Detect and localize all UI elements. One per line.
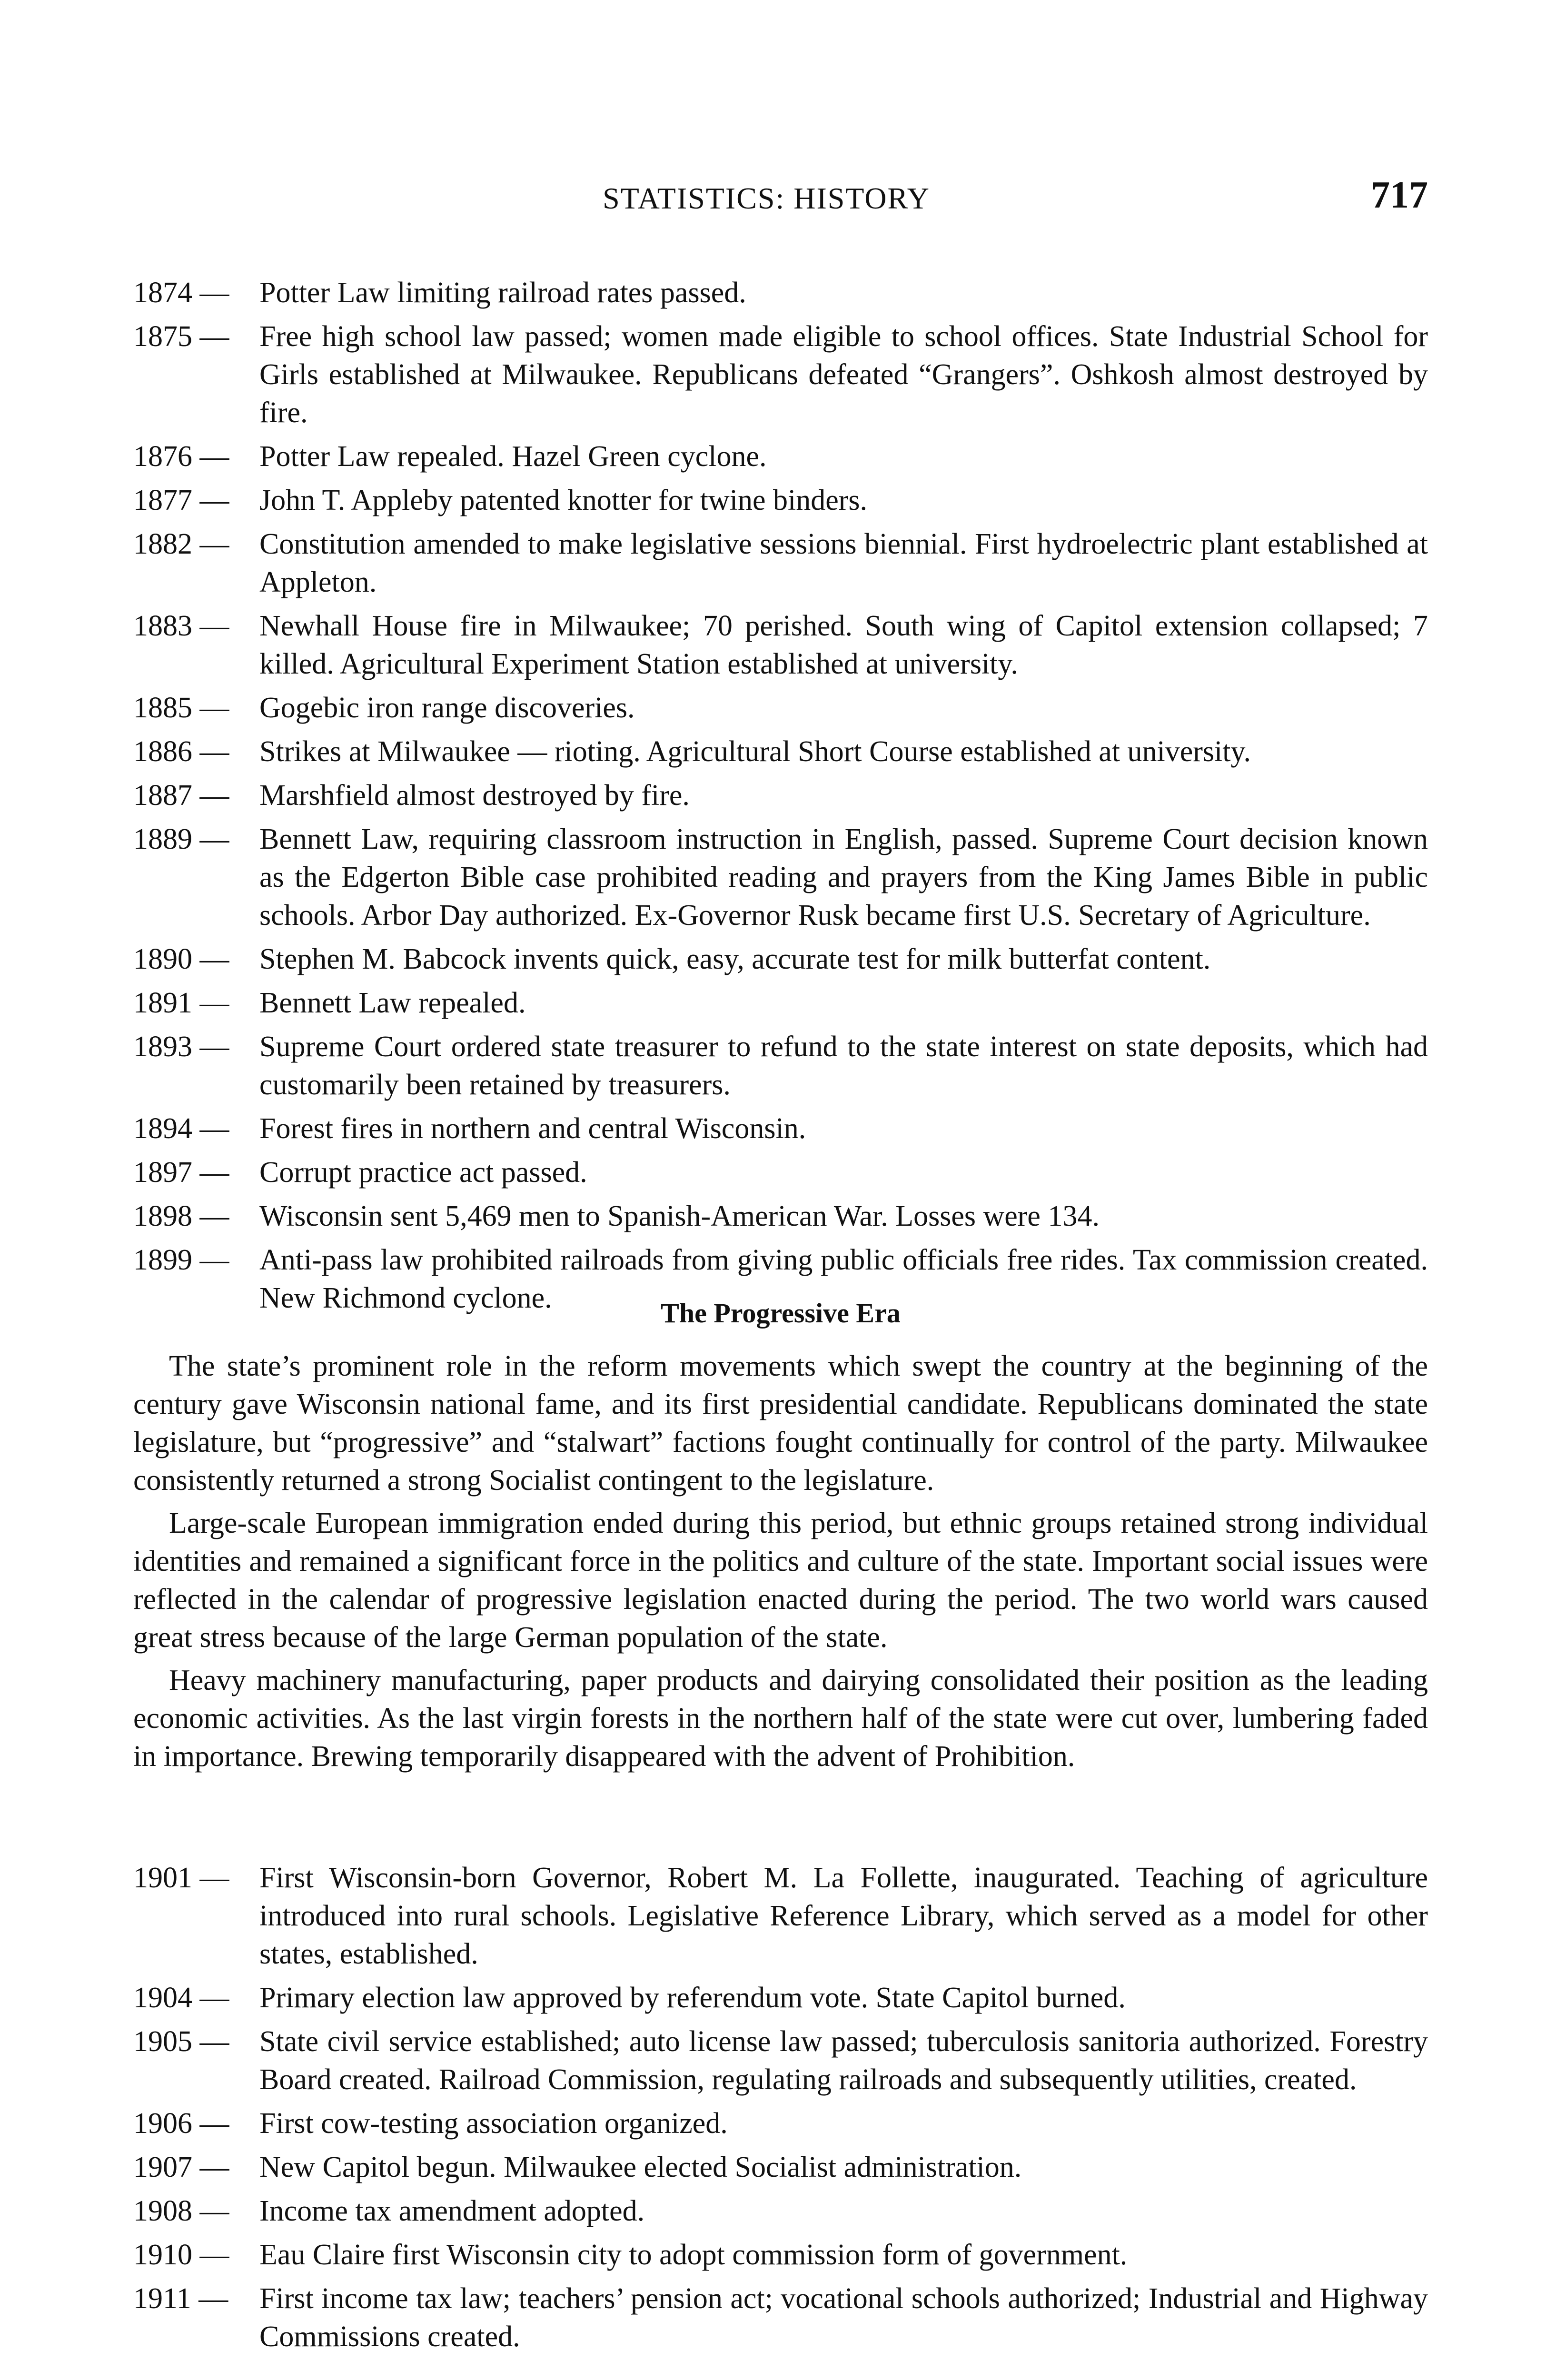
entry-text: Income tax amendment adopted. — [259, 2195, 645, 2227]
entry-text: First cow-testing association organized. — [259, 2107, 728, 2140]
entry-year: 1907 — — [133, 2151, 229, 2183]
running-head: STATISTICS: HISTORY — [603, 181, 930, 215]
entry-text: Free high school law passed; women made eligible to school offices. State Industrial School for Girls established at Milwaukee. Republicans defeated “Grangers”. Oshkosh almost destroyed by fire. — [259, 320, 1428, 429]
body-paragraph: Heavy machinery manufacturing, paper products and dairying consolidated their position as the leading economic activities. As the last virgin forests in the northern half of the state were cut over, lumbering faded in importance. Brewing temporarily disappeared with the advent of Prohibition. — [133, 1664, 1428, 1773]
entry-year: 1887 — — [133, 779, 229, 812]
entry-text: New Capitol begun. Milwaukee elected Socialist administration. — [259, 2151, 1022, 2183]
entry-year: 1894 — — [133, 1112, 229, 1145]
chronology-list — [133, 274, 1428, 1323]
entry-text: Bennett Law repealed. — [259, 987, 526, 1019]
entry-year: 1877 — — [133, 484, 229, 516]
entry-year: 1876 — — [133, 440, 229, 473]
section-heading: The Progressive Era — [661, 1298, 901, 1329]
entry-year: 1897 — — [133, 1156, 229, 1189]
chronology-entry — [133, 525, 1428, 601]
entry-year: 1874 — — [133, 277, 229, 309]
entry-year: 1905 — — [133, 2025, 229, 2058]
chronology-entry — [133, 940, 1428, 978]
entry-text: Strikes at Milwaukee — rioting. Agricultural Short Course established at university. — [259, 735, 1251, 768]
chronology-entry — [133, 776, 1428, 814]
chronology-entry — [133, 2236, 1428, 2274]
chronology-entry — [133, 2023, 1428, 2099]
entry-text: Gogebic iron range discoveries. — [259, 692, 635, 724]
entry-text: John T. Appleby patented knotter for twine binders. — [259, 484, 868, 516]
chronology-entry — [133, 1153, 1428, 1191]
chronology-entry — [133, 1979, 1428, 2017]
entry-text: State civil service established; auto license law passed; tuberculosis sanitoria authorized. Forestry Board created. Railroad Commission, regulating railroads and subsequently utilities, created. — [259, 2025, 1428, 2096]
entry-text: Forest fires in northern and central Wisconsin. — [259, 1112, 806, 1145]
entry-text: Marshfield almost destroyed by fire. — [259, 779, 690, 812]
entry-year: 1898 — — [133, 1200, 229, 1232]
page-number: 717 — [1371, 174, 1428, 216]
chronology-entry — [133, 984, 1428, 1022]
chronology-entry — [133, 481, 1428, 519]
entry-year: 1886 — — [133, 735, 229, 768]
entry-year: 1911 — — [133, 2282, 228, 2315]
entry-text: Potter Law limiting railroad rates passed. — [259, 277, 746, 309]
section-body — [133, 1347, 1428, 1780]
chronology-entry — [133, 437, 1428, 476]
chronology-entry — [133, 2148, 1428, 2186]
chronology-entry — [133, 820, 1428, 934]
entry-year: 1906 — — [133, 2107, 229, 2140]
chronology-entry — [133, 607, 1428, 683]
chronology-entry — [133, 733, 1428, 771]
chronology-entry — [133, 317, 1428, 432]
entry-text: Newhall House fire in Milwaukee; 70 perished. South wing of Capitol extension collapsed; 7 killed. Agricultural Experiment Station established at university. — [259, 610, 1428, 680]
chronology-entry — [133, 274, 1428, 312]
entry-text: Anti-pass law prohibited railroads from giving public officials free rides. Tax commission created. New Richmond cyclone. — [259, 1244, 1428, 1314]
entry-year: 1885 — — [133, 692, 229, 724]
entry-text: Supreme Court ordered state treasurer to refund to the state interest on state deposits, which had customarily been retained by treasurers. — [259, 1031, 1428, 1101]
entry-year: 1908 — — [133, 2195, 229, 2227]
entry-year: 1891 — — [133, 987, 229, 1019]
chronology-entry — [133, 1859, 1428, 1973]
chronology-entry — [133, 2280, 1428, 2356]
body-paragraph: Large-scale European immigration ended during this period, but ethnic groups retained strong individual identities and remained a significant force in the politics and culture of the state. Important social issues were reflected in the calendar of progressive legislation enacted during the period. The two world wars caused great stress because of the large German population of the state. — [133, 1507, 1428, 1654]
entry-year: 1901 — — [133, 1862, 229, 1894]
entry-year: 1875 — — [133, 320, 229, 353]
entry-year: 1889 — — [133, 823, 229, 855]
chronology-list — [133, 1859, 1428, 2361]
chronology-entry — [133, 689, 1428, 727]
entry-text: Stephen M. Babcock invents quick, easy, accurate test for milk butterfat content. — [259, 943, 1211, 975]
entry-year: 1910 — — [133, 2239, 229, 2271]
entry-text: Wisconsin sent 5,469 men to Spanish-American War. Losses were 134. — [259, 1200, 1100, 1232]
entry-year: 1904 — — [133, 1982, 229, 2014]
entry-year: 1882 — — [133, 528, 229, 560]
entry-year: 1893 — — [133, 1031, 229, 1063]
entry-text: Bennett Law, requiring classroom instruction in English, passed. Supreme Court decision known as the Edgerton Bible case prohibited reading and prayers from the King James Bible in public schools. Arbor Day authorized. Ex-Governor Rusk became first U.S. Secretary of Agriculture. — [259, 823, 1428, 932]
chronology-entry — [133, 1028, 1428, 1104]
entry-text: Potter Law repealed. Hazel Green cyclone. — [259, 440, 767, 473]
entry-text: Corrupt practice act passed. — [259, 1156, 587, 1189]
chronology-entry — [133, 1197, 1428, 1235]
chronology-entry — [133, 1110, 1428, 1148]
chronology-entry — [133, 2104, 1428, 2142]
entry-text: First Wisconsin-born Governor, Robert M. La Follette, inaugurated. Teaching of agriculture introduced into rural schools. Legislative Reference Library, which served as a model for other states, established. — [259, 1862, 1428, 1970]
entry-year: 1883 — — [133, 610, 229, 642]
entry-text: First income tax law; teachers’ pension act; vocational schools authorized; Industrial and Highway Commissions created. — [259, 2282, 1428, 2353]
entry-text: Eau Claire first Wisconsin city to adopt commission form of government. — [259, 2239, 1128, 2271]
entry-text: Primary election law approved by referendum vote. State Capitol burned. — [259, 1982, 1126, 2014]
entry-year: 1890 — — [133, 943, 229, 975]
chronology-entry — [133, 2192, 1428, 2230]
entry-text: Constitution amended to make legislative sessions biennial. First hydroelectric plant established at Appleton. — [259, 528, 1428, 598]
entry-year: 1899 — — [133, 1244, 229, 1276]
body-paragraph: The state’s prominent role in the reform movements which swept the country at the beginning of the century gave Wisconsin national fame, and its first presidential candidate. Republicans dominated the state legislature, but “progressive” and “stalwart” factions fought continually for control of the party. Milwaukee consistently returned a strong Socialist contingent to the legislature. — [133, 1350, 1428, 1497]
